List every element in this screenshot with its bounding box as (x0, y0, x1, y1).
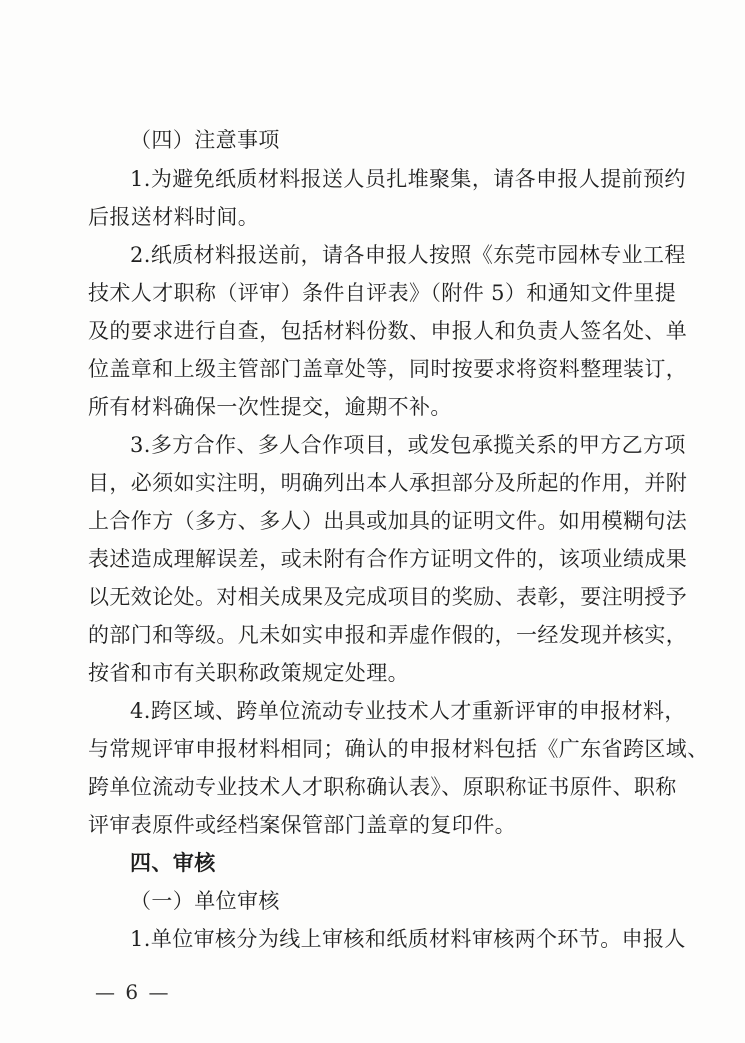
subsection-heading: （一）单位审核 (130, 889, 280, 913)
paragraph-line: 以无效论处。对相关成果及完成项目的奖励、表彰，要注明授予 (88, 585, 688, 609)
paragraph-line: 4.跨区域、跨单位流动专业技术人才重新评审的申报材料， (130, 699, 686, 723)
paragraph-line: 目，必须如实注明，明确列出本人承担部分及所起的作用，并附 (88, 471, 688, 495)
paragraph-line: 3.多方合作、多人合作项目，或发包承揽关系的甲方乙方项 (130, 433, 686, 457)
paragraph-line: 技术人才职称（评审）条件自评表》（附件 5）和通知文件里提 (88, 281, 677, 305)
paragraph-line: 2.纸质材料报送前，请各申报人按照《东莞市园林专业工程 (130, 243, 686, 267)
section-heading: （四）注意事项 (130, 128, 280, 152)
paragraph-line: 的部门和等级。凡未如实申报和弄虚作假的，一经发现并核实， (88, 623, 688, 647)
paragraph-line: 1.为避免纸质材料报送人员扎堆聚集，请各申报人提前预约 (130, 167, 686, 191)
paragraph-line: 1.单位审核分为线上审核和纸质材料审核两个环节。申报人 (130, 927, 686, 951)
paragraph-line: 位盖章和上级主管部门盖章处等，同时按要求将资料整理装订， (88, 357, 688, 381)
paragraph-line: 跨单位流动专业技术人才职称确认表》、原职称证书原件、职称 (88, 775, 677, 799)
paragraph-line: 表述造成理解误差，或未附有合作方证明文件的，该项业绩成果 (88, 547, 688, 571)
paragraph-line: 与常规评审申报材料相同；确认的申报材料包括《广东省跨区域、 (88, 737, 709, 761)
paragraph-line: 及的要求进行自查，包括材料份数、申报人和负责人签名处、单 (88, 319, 688, 343)
paragraph-line: 评审表原件或经档案保管部门盖章的复印件。 (88, 813, 516, 837)
chapter-heading: 四、审核 (130, 851, 216, 875)
page-number: — 6 — (95, 980, 171, 1004)
paragraph-line: 后报送材料时间。 (88, 205, 260, 229)
paragraph-line: 上合作方（多方、多人）出具或加具的证明文件。如用模糊句法 (88, 509, 688, 533)
paragraph-line: 按省和市有关职称政策规定处理。 (88, 661, 409, 685)
paragraph-line: 所有材料确保一次性提交，逾期不补。 (88, 395, 452, 419)
